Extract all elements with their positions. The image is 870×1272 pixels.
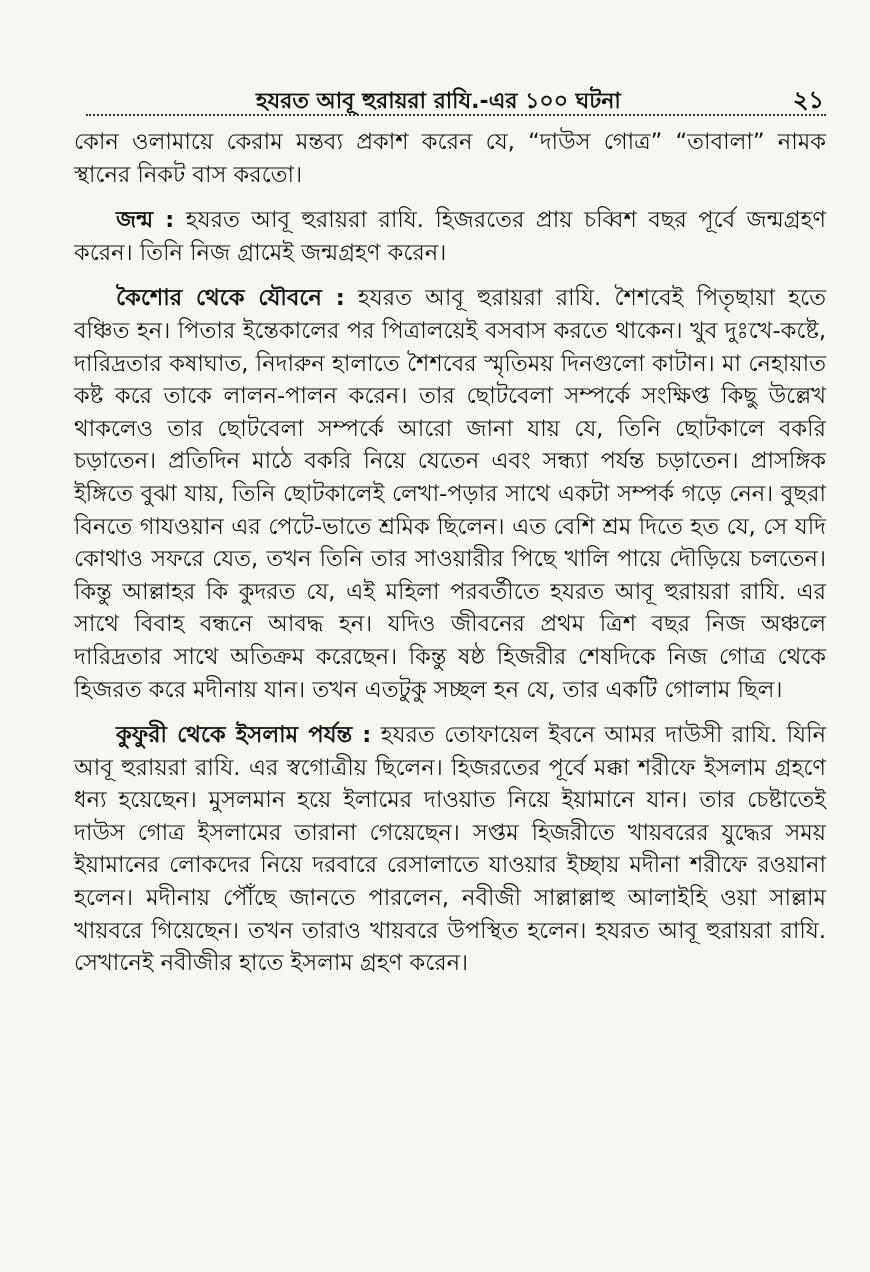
paragraph (74, 719, 826, 980)
section-heading-islam: কুফুরী থেকে ইসলাম পর্যন্ত : (116, 722, 372, 749)
paragraph (74, 126, 826, 191)
paragraph-text: হযরত আবূ হুরায়রা রাযি. শৈশবেই পিতৃছায়া হতে বঞ্চিত হন। পিতার ইন্তেকালের পর পিত্রালয়েই বসবাস করতে থাকেন। খুব দুঃখে-কষ্টে, দারিদ্রতার কষাঘাত, নিদারুন হালাতে শৈশবের স্মৃতিময় দিনগুলো কাটান। মা নেহায়াত কষ্ট করে তাকে লালন-পালন করেন। তার ছোটবেলা সম্পর্কে সংক্ষিপ্ত কিছু উল্লেখ থাকলেও তার ছোটবেলা সম্পর্কে আরো জানা যায় যে, তিনি ছোটকালে বকরি চড়াতেন। প্রতিদিন মাঠে বকরি নিয়ে যেতেন এবং সন্ধ্যা পর্যন্ত চড়াতেন। প্রাসঙ্গিক ইঙ্গিতে বুঝা যায়, তিনি ছোটকালেই লেখা-পড়ার সাথে একটা সম্পর্ক গড়ে নেন। বুছরা বিনতে গাযওয়ান এর পেটে-ভাতে শ্রমিক ছিলেন। এত বেশি শ্রম দিতে হত যে, সে যদি কোথাও সফরে যেত, তখন তিনি তার সাওয়ারীর পিছে খালি পায়ে দৌড়িয়ে চলতেন। কিন্তু আল্লাহর কি কুদরত যে, এই মহিলা পরবর্তীতে হযরত আবূ হুরায়রা রাযি. এর সাথে বিবাহ বন্ধনে আবদ্ধ হন। যদিও জীবনের প্রথম ত্রিশ বছর নিজ অঞ্চলে দারিদ্রতার সাথে অতিক্রম করেছেন। কিন্তু ষষ্ঠ হিজরীর শেষদিকে নিজ গোত্র থেকে হিজরত করে মদীনায় যান। তখন এতটুকু সচ্ছল হন যে, তার একটি গোলাম ছিল। (74, 285, 826, 703)
section-heading-youth: কৈশোর থেকে যৌবনে : (116, 285, 345, 312)
paragraph (74, 282, 826, 706)
paragraph-text: হযরত তোফায়েল ইবনে আমর দাউসী রাযি. যিনি আবূ হুরায়রা রাযি. এর স্বগোত্রীয় ছিলেন। হিজরতের পূর্বে মক্কা শরীফে ইসলাম গ্রহণে ধন্য হয়েছেন। মুসলমান হয়ে ইলামের দাওয়াত নিয়ে ইয়ামানে যান। তার চেষ্টাতেই দাউস গোত্র ইসলামের তারানা গেয়েছেন। সপ্তম হিজরীতে খায়বরের যুদ্ধের সময় ইয়ামানের লোকদের নিয়ে দরবারে রেসালাতে যাওয়ার ইচ্ছায় মদীনা শরীফে রওয়ানা হলেন। মদীনায় পৌঁছে জানতে পারলেন, নবীজী সাল্লাল্লাহু আলাইহি ওয়া সাল্লাম খায়বরে গিয়েছেন। তখন তারাও খায়বরে উপস্থিত হলেন। হযরত আবূ হুরায়রা রাযি. সেখানেই নবীজীর হাতে ইসলাম গ্রহণ করেন। (74, 722, 827, 977)
body-text (74, 126, 826, 993)
running-header (86, 82, 826, 116)
paragraph-text: হযরত আবূ হুরায়রা রাযি. হিজরতের প্রায় চব্বিশ বছর পূর্বে জন্মগ্রহণ করেন। তিনি নিজ গ্রামেই জন্মগ্রহণ করেন। (74, 207, 826, 266)
page-number: ২১ (792, 86, 824, 114)
header-title: হযরত আবূ হুরায়রা রাযি.-এর ১০০ ঘটনা (256, 89, 621, 114)
paragraph (74, 204, 826, 269)
paragraph-text: কোন ওলামায়ে কেরাম মন্তব্য প্রকাশ করেন যে, “দাউস গোত্র” “তাবালা” নামক স্থানের নিকট বাস করতো। (74, 129, 826, 188)
section-heading-birth: জন্ম : (116, 207, 175, 234)
